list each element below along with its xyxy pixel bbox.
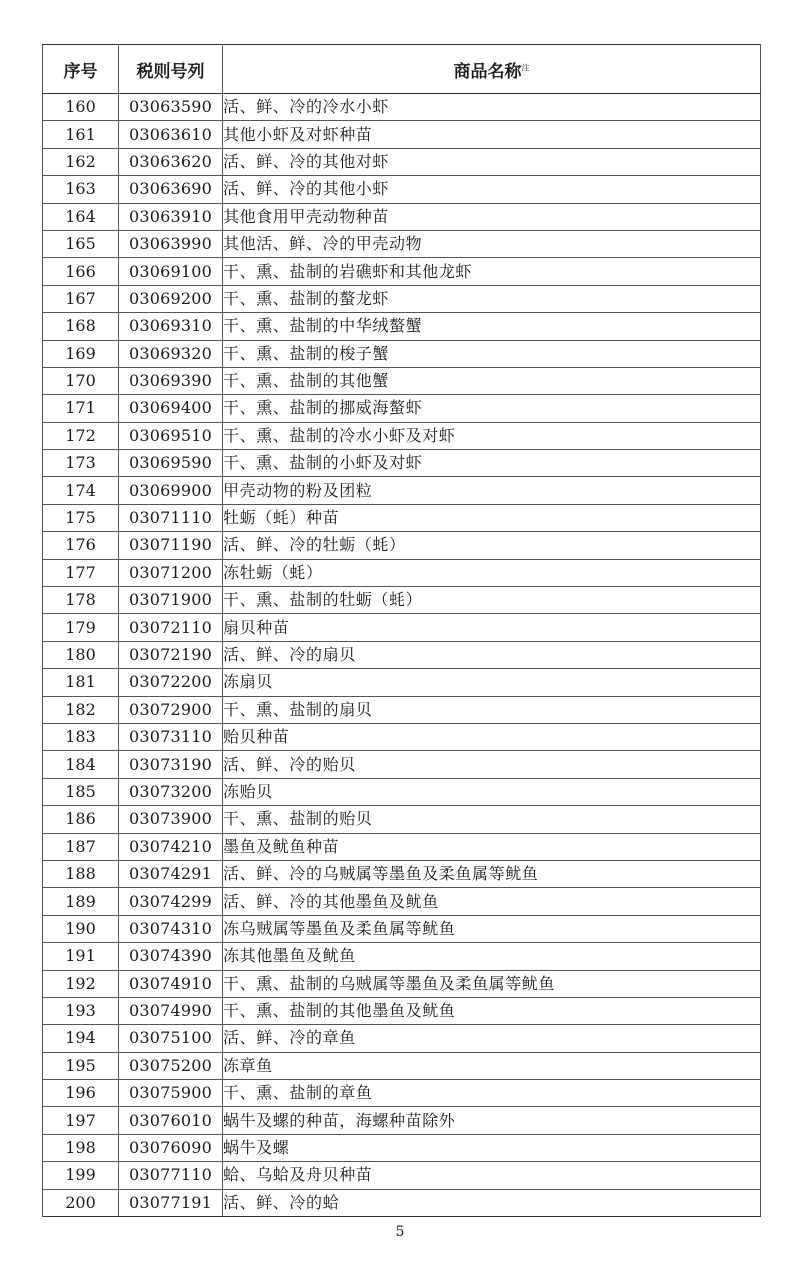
cell-name: 墨鱼及鱿鱼种苗 [223,833,761,860]
table-row [43,504,761,531]
cell-seq: 198 [43,1134,119,1161]
table-row [43,1162,761,1189]
cell-seq: 185 [43,778,119,805]
table-header-row [43,45,761,94]
cell-seq: 200 [43,1189,119,1216]
table-row [43,778,761,805]
table-row [43,395,761,422]
cell-code: 03076010 [119,1107,223,1134]
cell-name: 贻贝种苗 [223,723,761,750]
cell-code: 03071190 [119,532,223,559]
cell-seq: 191 [43,943,119,970]
cell-seq: 180 [43,641,119,668]
cell-name: 活、鲜、冷的扇贝 [223,641,761,668]
cell-seq: 199 [43,1162,119,1189]
cell-code: 03071900 [119,587,223,614]
cell-code: 03073190 [119,751,223,778]
cell-seq: 175 [43,504,119,531]
cell-name: 冻章鱼 [223,1052,761,1079]
cell-code: 03075900 [119,1080,223,1107]
cell-seq: 161 [43,121,119,148]
table-row [43,422,761,449]
cell-seq: 195 [43,1052,119,1079]
table-row [43,559,761,586]
cell-code: 03075200 [119,1052,223,1079]
cell-seq: 163 [43,176,119,203]
header-name-note: 注 [521,62,530,72]
cell-code: 03077110 [119,1162,223,1189]
cell-seq: 177 [43,559,119,586]
cell-code: 03074990 [119,997,223,1024]
cell-seq: 165 [43,230,119,257]
cell-name: 干、熏、盐制的贻贝 [223,806,761,833]
cell-name: 活、鲜、冷的乌贼属等墨鱼及柔鱼属等鱿鱼 [223,860,761,887]
table-row [43,532,761,559]
cell-name: 干、熏、盐制的牡蛎（蚝） [223,587,761,614]
table-row [43,614,761,641]
cell-name: 蜗牛及螺 [223,1134,761,1161]
cell-seq: 164 [43,203,119,230]
cell-name: 干、熏、盐制的其他蟹 [223,367,761,394]
cell-name: 甲壳动物的粉及团粒 [223,477,761,504]
cell-name: 冻贻贝 [223,778,761,805]
table-row [43,888,761,915]
cell-name: 活、鲜、冷的贻贝 [223,751,761,778]
table-row [43,230,761,257]
cell-name: 蜗牛及螺的种苗，海螺种苗除外 [223,1107,761,1134]
cell-code: 03074390 [119,943,223,970]
cell-code: 03069900 [119,477,223,504]
cell-seq: 173 [43,450,119,477]
cell-code: 03072200 [119,669,223,696]
cell-name: 冻其他墨鱼及鱿鱼 [223,943,761,970]
cell-name: 冻乌贼属等墨鱼及柔鱼属等鱿鱼 [223,915,761,942]
cell-name: 干、熏、盐制的螯龙虾 [223,285,761,312]
cell-name: 干、熏、盐制的章鱼 [223,1080,761,1107]
table-row [43,121,761,148]
cell-code: 03069310 [119,313,223,340]
cell-seq: 166 [43,258,119,285]
table-row [43,806,761,833]
table-row [43,285,761,312]
cell-name: 扇贝种苗 [223,614,761,641]
cell-code: 03069400 [119,395,223,422]
cell-seq: 190 [43,915,119,942]
table-row [43,148,761,175]
table-row [43,176,761,203]
cell-code: 03063610 [119,121,223,148]
table-row [43,1025,761,1052]
cell-seq: 171 [43,395,119,422]
cell-code: 03072900 [119,696,223,723]
cell-code: 03071110 [119,504,223,531]
cell-seq: 184 [43,751,119,778]
table-row [43,313,761,340]
cell-seq: 172 [43,422,119,449]
cell-code: 03063990 [119,230,223,257]
table-row [43,915,761,942]
tariff-table [42,44,761,1217]
table-row [43,669,761,696]
cell-code: 03075100 [119,1025,223,1052]
cell-name: 冻牡蛎（蚝） [223,559,761,586]
cell-code: 03069320 [119,340,223,367]
table-row [43,997,761,1024]
header-code: 税则号列 [119,45,223,94]
cell-seq: 176 [43,532,119,559]
cell-code: 03069590 [119,450,223,477]
cell-seq: 182 [43,696,119,723]
cell-code: 03069100 [119,258,223,285]
table-row [43,258,761,285]
cell-name: 干、熏、盐制的乌贼属等墨鱼及柔鱼属等鱿鱼 [223,970,761,997]
cell-seq: 160 [43,94,119,121]
cell-seq: 192 [43,970,119,997]
page-number: 5 [395,1224,405,1240]
cell-name: 冻扇贝 [223,669,761,696]
cell-seq: 168 [43,313,119,340]
cell-code: 03073900 [119,806,223,833]
cell-code: 03076090 [119,1134,223,1161]
table-row [43,860,761,887]
cell-code: 03069390 [119,367,223,394]
cell-code: 03074910 [119,970,223,997]
cell-name: 其他活、鲜、冷的甲壳动物 [223,230,761,257]
cell-name: 干、熏、盐制的岩礁虾和其他龙虾 [223,258,761,285]
table-row [43,1107,761,1134]
cell-seq: 196 [43,1080,119,1107]
header-seq: 序号 [43,45,119,94]
header-name-cell [223,45,761,94]
cell-seq: 186 [43,806,119,833]
cell-seq: 170 [43,367,119,394]
cell-seq: 194 [43,1025,119,1052]
cell-code: 03077191 [119,1189,223,1216]
table-row [43,450,761,477]
cell-name: 活、鲜、冷的冷水小虾 [223,94,761,121]
cell-name: 干、熏、盐制的中华绒螯蟹 [223,313,761,340]
cell-name: 干、熏、盐制的小虾及对虾 [223,450,761,477]
cell-code: 03063620 [119,148,223,175]
cell-code: 03071200 [119,559,223,586]
cell-name: 蛤、乌蛤及舟贝种苗 [223,1162,761,1189]
cell-name: 干、熏、盐制的挪威海螯虾 [223,395,761,422]
table-row [43,970,761,997]
cell-code: 03074299 [119,888,223,915]
cell-name: 干、熏、盐制的其他墨鱼及鱿鱼 [223,997,761,1024]
cell-code: 03072110 [119,614,223,641]
cell-code: 03069510 [119,422,223,449]
cell-name: 活、鲜、冷的牡蛎（蚝） [223,532,761,559]
cell-name: 牡蛎（蚝）种苗 [223,504,761,531]
cell-code: 03074310 [119,915,223,942]
cell-name: 其他食用甲壳动物种苗 [223,203,761,230]
table-row [43,587,761,614]
table-row [43,1080,761,1107]
table-row [43,367,761,394]
table-row [43,340,761,367]
header-name: 商品名称 [453,61,522,82]
cell-code: 03063690 [119,176,223,203]
cell-code: 03069200 [119,285,223,312]
cell-seq: 188 [43,860,119,887]
cell-name: 活、鲜、冷的章鱼 [223,1025,761,1052]
table-row [43,833,761,860]
cell-seq: 189 [43,888,119,915]
table-row [43,696,761,723]
table-row [43,1134,761,1161]
table-row [43,723,761,750]
table-row [43,641,761,668]
table-row [43,477,761,504]
cell-name: 其他小虾及对虾种苗 [223,121,761,148]
cell-code: 03063910 [119,203,223,230]
cell-code: 03074291 [119,860,223,887]
cell-seq: 169 [43,340,119,367]
cell-code: 03073200 [119,778,223,805]
table-row [43,94,761,121]
cell-name: 干、熏、盐制的扇贝 [223,696,761,723]
table-row [43,751,761,778]
table-row [43,943,761,970]
cell-name: 活、鲜、冷的其他对虾 [223,148,761,175]
cell-name: 干、熏、盐制的梭子蟹 [223,340,761,367]
table-row [43,203,761,230]
cell-seq: 174 [43,477,119,504]
cell-seq: 181 [43,669,119,696]
table-row [43,1189,761,1216]
cell-seq: 187 [43,833,119,860]
cell-name: 活、鲜、冷的其他墨鱼及鱿鱼 [223,888,761,915]
table-row [43,1052,761,1079]
cell-code: 03074210 [119,833,223,860]
cell-seq: 183 [43,723,119,750]
cell-seq: 167 [43,285,119,312]
cell-seq: 179 [43,614,119,641]
cell-seq: 193 [43,997,119,1024]
cell-seq: 197 [43,1107,119,1134]
cell-name: 活、鲜、冷的蛤 [223,1189,761,1216]
cell-name: 活、鲜、冷的其他小虾 [223,176,761,203]
cell-code: 03063590 [119,94,223,121]
cell-name: 干、熏、盐制的冷水小虾及对虾 [223,422,761,449]
cell-seq: 178 [43,587,119,614]
cell-seq: 162 [43,148,119,175]
cell-code: 03072190 [119,641,223,668]
cell-code: 03073110 [119,723,223,750]
